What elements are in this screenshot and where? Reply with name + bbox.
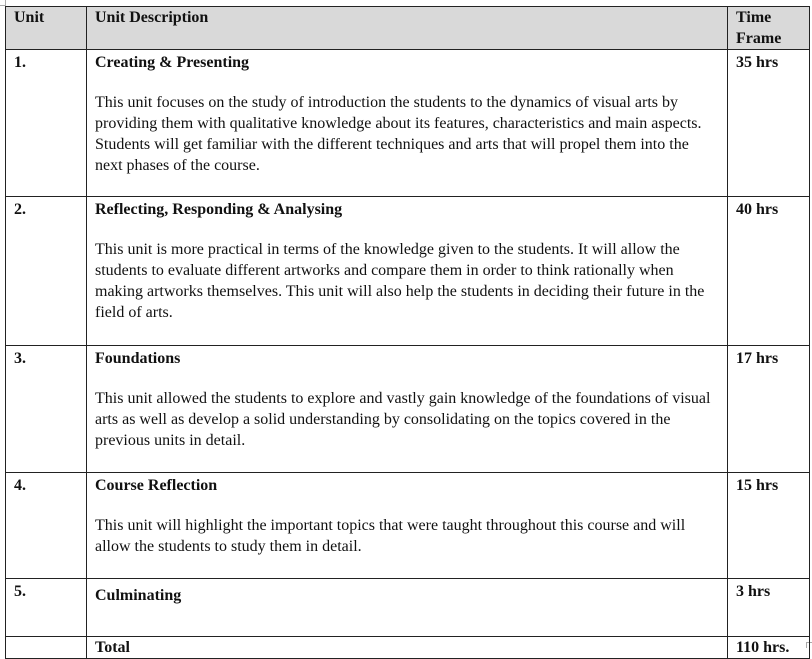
total-time-frame: 110 hrs. (728, 637, 810, 659)
unit-time-frame: 15 hrs (728, 473, 810, 579)
unit-time-frame: 17 hrs (728, 346, 810, 473)
unit-description: This unit allowed the students to explore and vastly gain knowledge of the foundations of visual arts as well as develop a solid understanding by consolidating on the topics covered in the previous units in detail. (95, 390, 711, 449)
header-unit-description: Unit Description (87, 7, 728, 50)
total-label: Total (87, 637, 728, 659)
unit-time-frame: 3 hrs (728, 579, 810, 637)
table-row (6, 197, 810, 346)
unit-description-cell (87, 197, 728, 346)
unit-description-cell (87, 579, 728, 637)
unit-number: 3. (6, 346, 87, 473)
unit-title: Course Reflection (95, 477, 218, 494)
unit-description-cell (87, 346, 728, 473)
unit-title: Culminating (95, 587, 182, 604)
header-unit: Unit (6, 7, 87, 50)
unit-time-frame: 40 hrs (728, 197, 810, 346)
unit-schedule-table (5, 6, 810, 659)
unit-number: 2. (6, 197, 87, 346)
table-row (6, 346, 810, 473)
unit-description: This unit will highlight the important topics that were taught throughout this course and will allow the students to study them in detail. (95, 517, 686, 555)
unit-time-frame: 35 hrs (728, 50, 810, 197)
unit-description: This unit focuses on the study of introduction the students to the dynamics of visual arts by providing them with qualitative knowledge about its features, characteristics and main aspects. Students will get familiar with the different techniques and arts that will propel them into the next phases of the course. (95, 94, 702, 174)
unit-description: This unit is more practical in terms of the knowledge given to the students. It will allow the students to evaluate different artworks and compare them in order to think rationally when making artworks themselves. This unit will also help the students in deciding their future in the field of arts. (95, 241, 705, 321)
header-time-frame: Time Frame (728, 7, 810, 50)
unit-description-cell (87, 50, 728, 197)
unit-title: Foundations (95, 350, 181, 367)
table-row (6, 473, 810, 579)
table-row (6, 579, 810, 637)
unit-title: Reflecting, Responding & Analysing (95, 201, 343, 218)
unit-number: 4. (6, 473, 87, 579)
unit-title: Creating & Presenting (95, 54, 250, 71)
unit-number: 5. (6, 579, 87, 637)
table-header-row (6, 7, 810, 50)
unit-number: 1. (6, 50, 87, 197)
table-row (6, 50, 810, 197)
unit-description-cell (87, 473, 728, 579)
